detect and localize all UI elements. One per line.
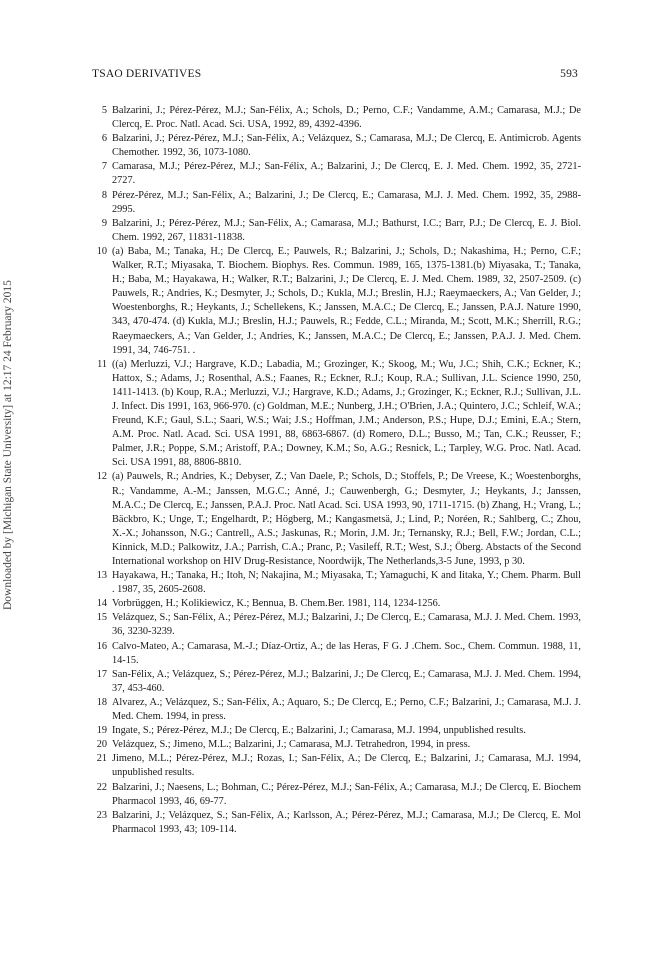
reference-text: ((a) Merluzzi, V.J.; Hargrave, K.D.; Labadia, M.; Grozinger, K.; Skoog, M.; Wu, J.C.; Shih, C.K.; Eckner, K.; Hattox, S.; Adams, J.; Rosenthal, A.S.; Faanes, R.; Eckner, R.J.; Koup, R.A.; Sullivan, J.L. Science 1990, 250, 1411-1413. (b) Koup, R.A.; Merluzzi, V.J.; Hargrave, K.D.; Adams, J.; Grozinger, K.; Eckner, R.J.; Sullivan, J.L. J. Infect. Dis 1991, 163, 966-970. (c) Goldman, M.E.; Nunberg, J.H.; O'Brien, J.A.; Quintero, J.C.; Schleif, W.A.; Freund, K.F.; Gaul, S.L.; Saari, W.S.; Wai; J.S.; Hoffman, J.M.; Anderson, P.S.; Hupe, D.J.; Emini, E.A.; Stern, A.M. Proc. Natl. Acad. Sci. USA 1991, 88, 6863-6867. (d) Romero, D.L.; Busso, M.; Tan, C.K.; Reusser, F.; Palmer, J.R.; Poppe, S.M.; Aristoff, P.A.; Downey, K.M.; So, A.G.; Resnick, L.; Tarpley, W.G. Proc. Natl. Acad. Sci. USA 1991, 88, 8806-8810. bbox=[112, 358, 581, 469]
page-number: 593 bbox=[560, 68, 578, 80]
reference-number: 7 bbox=[101, 161, 107, 173]
reference-text: Balzarini, J.; Pérez-Pérez, M.J.; San-Félix, A.; Schols, D.; Perno, C.F.; Vandamme, A.M.; Camarasa, M.J.; De Clercq, E. Proc. Natl. Acad. Sci. USA, 1992, 89, 4392-4396. bbox=[112, 105, 581, 131]
reference-list bbox=[97, 104, 581, 837]
reference-entry bbox=[97, 217, 581, 245]
reference-entry bbox=[97, 809, 581, 837]
running-title: TSAO DERIVATIVES bbox=[92, 68, 202, 80]
download-notice-text: Downloaded by [Michigan State University] at 12:17 24 February 2015 bbox=[2, 280, 14, 610]
reference-text: Balzarini, J.; Pérez-Pérez, M.J.; San-Félix, A.; Camarasa, M.J.; Bathurst, I.C.; Barr, P.J.; De Clercq, E. J. Biol. Chem. 1992, 267, 11831-11838. bbox=[112, 217, 581, 243]
reference-entry bbox=[97, 597, 581, 611]
reference-text: San-Félix, A.; Velázquez, S.; Pérez-Pérez, M.J.; Balzarini, J.; De Clercq, E.; Camarasa, M.J. J. Med. Chem. 1994, 37, 453-460. bbox=[112, 668, 581, 694]
reference-entry bbox=[97, 132, 581, 160]
reference-entry bbox=[97, 781, 581, 809]
reference-text: Calvo-Mateo, A.; Camarasa, M.-J.; Díaz-Ortiz, A.; de las Heras, F G. J .Chem. Soc., Chem. Commun. 1988, 11, 14-15. bbox=[112, 640, 581, 666]
reference-number: 5 bbox=[101, 105, 107, 116]
reference-entry bbox=[97, 752, 581, 780]
reference-text: Vorbrüggen, H.; Kolikiewicz, K.; Bennua, B. Chem.Ber. 1981, 114, 1234-1256. bbox=[112, 598, 441, 610]
reference-entry bbox=[97, 724, 581, 738]
reference-number: 17 bbox=[96, 668, 107, 680]
reference-text: Pérez-Pérez, M.J.; San-Félix, A.; Balzarini, J.; De Clercq, E.; Camarasa, M.J. J. Med. Chem. 1992, 35, 2988-2995. bbox=[112, 189, 581, 215]
reference-entry bbox=[97, 668, 581, 696]
reference-number: 15 bbox=[96, 612, 107, 624]
reference-entry bbox=[97, 160, 581, 188]
reference-entry bbox=[97, 696, 581, 724]
reference-entry bbox=[97, 611, 581, 639]
reference-entry bbox=[97, 104, 581, 132]
reference-text: Velázquez, S.; Jimeno, M.L.; Balzarini, J.; Camarasa, M.J. Tetrahedron, 1994, in press. bbox=[112, 739, 471, 751]
reference-number: 8 bbox=[101, 189, 107, 201]
reference-text: Camarasa, M.J.; Pérez-Pérez, M.J.; San-Félix, A.; Balzarini, J.; De Clercq, E. J. Med. Chem. 1992, 35, 2721-2727. bbox=[112, 161, 581, 187]
reference-text: Balzarini, J.; Naesens, L.; Bohman, C.; Pérez-Pérez, M.J.; San-Félix, A.; Camarasa, M.J.; De Clercq, E. Biochem Pharmacol 1993, 46, 69-77. bbox=[112, 781, 581, 807]
download-watermark bbox=[2, 280, 18, 626]
reference-entry bbox=[97, 569, 581, 597]
reference-entry bbox=[97, 470, 581, 569]
reference-text: (a) Baba, M.; Tanaka, H.; De Clercq, E.; Pauwels, R.; Balzarini, J.; Schols, D.; Nakashima, H.; Perno, C.F.; Walker, R.T.; Miyasaka, T. Biochem. Biophys. Res. Commun. 1989, 165, 1375-1381.(b) Miyasaka, T.; Tanaka, H.; Baba, M.; Hayakawa, H.; Walker, R.T.; Balzarini, J.; De Clercq, E. J. Med. Chem. 1989, 32, 2507-2509. (c) Pauwels, R.; Andries, K.; Desmyter, J.; Schols, D.; Kukla, M.J.; Breslin, H.J.; Raeymaeckers, A.; Van Gelder, J.; Woestenborghs, R.; Heykants, J.; Schellekens, K.; Janssen, M.A.C.; De Clercq, E.; Janssen, P.A.J. Nature 1990, 343, 470-474. (d) Kukla, M.J.; Breslin, H.J.; Pauwels, R.; Fedde, C.L.; Miranda, M.; Scott, M.K.; Sherrill, R.G.; Raeymaeckers, A.; Van Gelder, J.; Andries, K.; Janssen, M.A.C.; De Clercq, E.; Janssen, P.A.J. J. Med. Chem. 1991, 34, 746-751. . bbox=[112, 245, 581, 356]
reference-text: Balzarini, J.; Velázquez, S.; San-Félix, A.; Karlsson, A.; Pérez-Pérez, M.J.; Camarasa, M.J.; De Clercq, E. Mol Pharmacol 1993, 43; 109-114. bbox=[112, 809, 581, 835]
reference-text: Ingate, S.; Pérez-Pérez, M.J.; De Clercq, E.; Balzarini, J.; Camarasa, M.J. 1994, unpublished results. bbox=[112, 725, 526, 737]
reference-number: 21 bbox=[96, 753, 107, 765]
reference-number: 18 bbox=[96, 696, 107, 708]
reference-text: (a) Pauwels, R.; Andries, K.; Debyser, Z.; Van Daele, P.; Schols, D.; Stoffels, P.; De Vreese, K.; Woestenborghs, R.; Vandamme, A.-M.; Janssen, M.G.C.; Anné, J.; Cauwenbergh, G.; Desmyter, J.; Heykants, J.; Janssen, M.A.C.; De Clercq, E.; Janssen, P.A.J. Proc. Natl Acad. Sci. USA 1993, 90, 1711-1715. (b) Zhang, H.; Vrang, L.; Bäckbro, K.; Unge, T.; Engelhardt, P.; Högberg, M.; Kangasmetsä, J.; Lind, P.; Noréen, R.; Sahlberg, C.; Zhou, X.-X.; Johansson, N.G.; Cantrell,, A.S.; Jaskunas, R.; Morin, J.M. Jr.; Ternansky, R.J.; Bell, F.W.; Jordan, C.L.; Kinnick, M.D.; Palkowitz, J.A.; Parrish, C.A.; Pranc, P.; Vasileff, R.T.; West, S.J.; Öberg. Abstacts of the Second International workshop on HIV Drug-Resistance, Noordwijk, The Netherlands,3-5 June, 1993, p 30. bbox=[112, 471, 581, 567]
reference-entry bbox=[97, 358, 581, 471]
reference-number: 10 bbox=[96, 245, 107, 257]
reference-number: 11 bbox=[97, 358, 107, 370]
reference-entry bbox=[97, 738, 581, 752]
reference-entry bbox=[97, 245, 581, 358]
reference-number: 22 bbox=[96, 781, 107, 793]
reference-number: 19 bbox=[96, 725, 107, 737]
reference-entry bbox=[97, 640, 581, 668]
reference-number: 20 bbox=[96, 739, 107, 751]
reference-number: 16 bbox=[96, 640, 107, 652]
reference-number: 13 bbox=[96, 570, 107, 582]
reference-number: 14 bbox=[96, 598, 107, 610]
reference-text: Velázquez, S.; San-Félix, A.; Pérez-Pérez, M.J.; Balzarini, J.; De Clercq, E.; Camarasa, M.J. J. Med. Chem. 1993, 36, 3230-3239. bbox=[112, 612, 581, 638]
reference-number: 9 bbox=[101, 217, 107, 229]
reference-text: Alvarez, A.; Velázquez, S.; San-Félix, A.; Aquaro, S.; De Clercq, E.; Perno, C.F.; Balzarini, J.; Camarasa, M.J. J. Med. Chem. 1994, in press. bbox=[112, 696, 581, 723]
reference-text: Hayakawa, H.; Tanaka, H.; Itoh, N; Nakajina, M.; Miyasaka, T.; Yamaguchi, K and Iitaka, Y.; Chem. Pharm. Bull . 1987, 35, 2605-2608. bbox=[112, 570, 581, 596]
reference-number: 12 bbox=[96, 471, 107, 483]
reference-text: Jimeno, M.L.; Pérez-Pérez, M.J.; Rozas, I.; San-Félix, A.; De Clercq, E.; Balzarini, J.; Camarasa, M.J. 1994, unpublished results. bbox=[112, 753, 581, 779]
running-header bbox=[92, 68, 578, 84]
reference-number: 23 bbox=[96, 809, 107, 821]
reference-entry bbox=[97, 189, 581, 217]
reference-number: 6 bbox=[101, 133, 107, 145]
reference-text: Balzarini, J.; Pérez-Pérez, M.J.; San-Félix, A.; Velázquez, S.; Camarasa, M.J.; De Clercq, E. Antimicrob. Agents Chemother. 1992, 36, 1073-1080. bbox=[112, 133, 581, 159]
